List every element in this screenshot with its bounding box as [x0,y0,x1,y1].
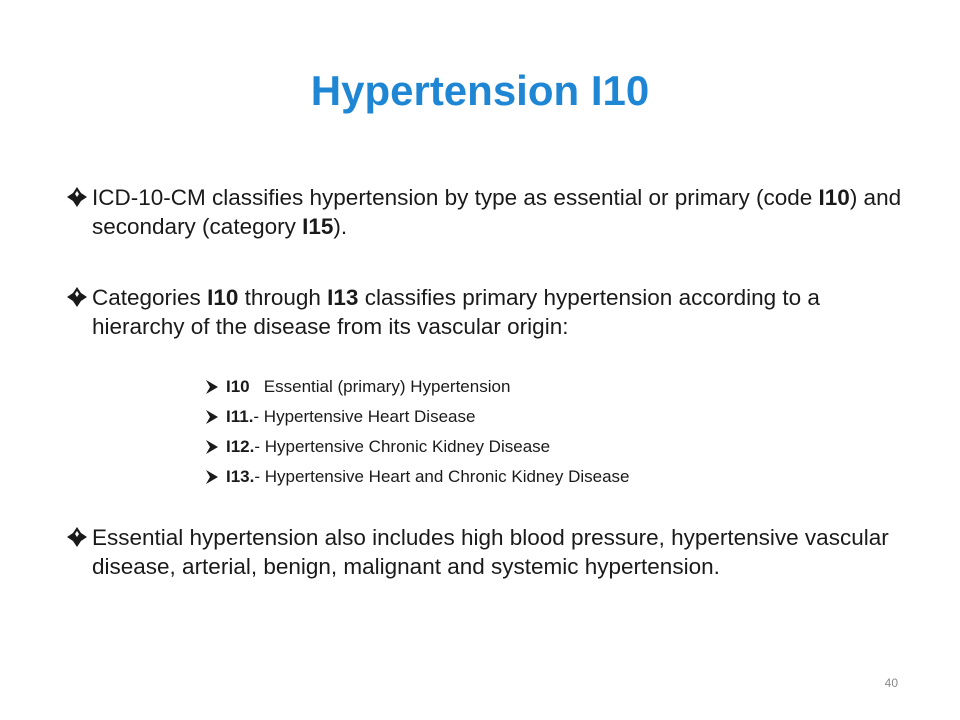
icd-description: - Hypertensive Heart Disease [253,407,476,426]
icd-description: - Hypertensive Chronic Kidney Disease [254,437,551,456]
icd-code: I13. [226,467,255,486]
sub-list-item [204,372,904,402]
diamond-bullet-icon [66,526,88,548]
icd-code: I12. [226,437,255,456]
page-number: 40 [884,676,898,690]
icd-code: I10 [226,377,250,396]
sub-list-item [204,432,904,462]
arrow-bullet-icon [204,469,220,485]
sub-list [204,372,904,492]
sub-list-item [204,462,904,492]
bullet-text: ICD-10-CM classifies hypertension by type as essential or primary (code I10) and secondary (category I15). [92,185,902,239]
icd-description: Essential (primary) Hypertension [249,377,511,396]
icd-code: I11. [226,407,254,426]
arrow-bullet-icon [204,409,220,425]
arrow-bullet-icon [204,379,220,395]
bullet-item [66,523,906,581]
bullet-text: Categories I10 through I13 classifies primary hypertension according to a hierarchy of the disease from its vascular origin: [92,285,820,339]
bullet-item [66,283,906,341]
diamond-bullet-icon [66,186,88,208]
bullet-item [66,183,906,241]
diamond-bullet-icon [66,286,88,308]
arrow-bullet-icon [204,439,220,455]
sub-list-item [204,402,904,432]
bullet-text: Essential hypertension also includes high blood pressure, hypertensive vascular disease, arterial, benign, malignant and systemic hypertension. [92,525,889,579]
icd-description: - Hypertensive Heart and Chronic Kidney Disease [254,467,630,486]
slide-title: Hypertension I10 [310,67,650,114]
